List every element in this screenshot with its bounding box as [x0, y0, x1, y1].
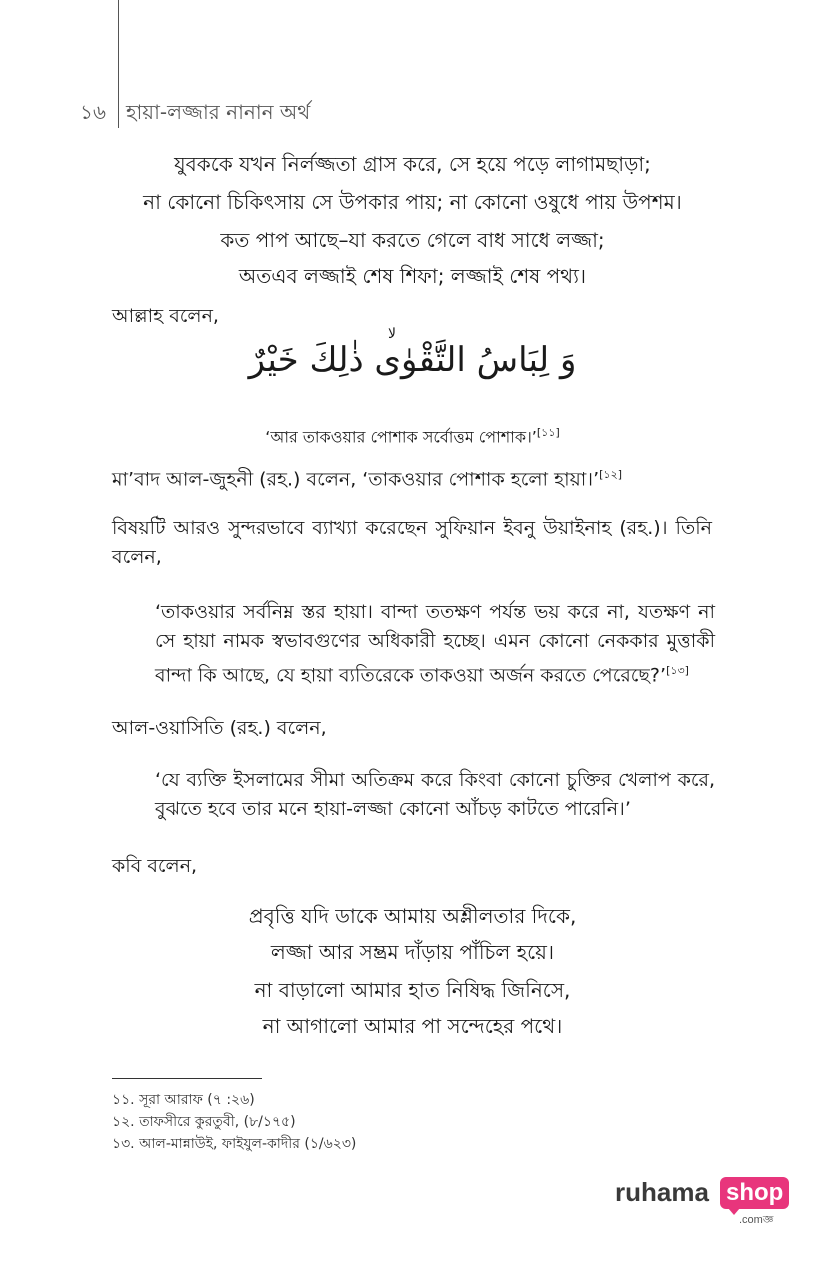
poet-intro: কবি বলেন, [112, 855, 198, 877]
mabad-paragraph [112, 460, 712, 494]
poem-1-line: যুবককে যখন নির্লজ্জতা গ্রাস করে, সে হয়ে পড়ে লাগামছাড়া; [174, 152, 651, 176]
footnote-ref: [১২] [599, 468, 623, 481]
sufyan-intro: বিষয়টি আরও সুন্দরভাবে ব্যাখ্যা করেছেন সুফিয়ান ইবনু উয়াইনাহ (রহ.)। তিনি বলেন, [112, 517, 712, 568]
allah-says: আল্লাহ বলেন, [112, 305, 219, 327]
poem-1-line: অতএব লজ্জাই শেষ শিফা; লজ্জাই শেষ পথ্য। [238, 264, 587, 288]
poem-1-line: কত পাপ আছে–যা করতে গেলে বাধ সাধে লজ্জা; [220, 228, 605, 252]
wasiti-quote: ‘যে ব্যক্তি ইসলামের সীমা অতিক্রম করে কিংবা কোনো চুক্তির খেলাপ করে, বুঝতে হবে তার মনে হায়া-লজ্জা কোনো আঁচড় কাটতে পারেনি।’ [155, 769, 715, 820]
sufyan-quote-text: ‘তাকওয়ার সর্বনিম্ন স্তর হায়া। বান্দা ততক্ষণ পর্যন্ত ভয় করে না, যতক্ষণ না সে হায়া নামক স্বভাবগুণের অধিকারী হচ্ছে। এমন কোনো নেককার মুত্তাকী বান্দা কি আছে, যে হায়া ব্যতিরেকে তাকওয়া অর্জন করতে পেরেছে?’ [155, 601, 715, 687]
logo-badge: shop [720, 1177, 789, 1209]
footnote: ১৩. আল-মান্নাউই, ফাইযুল-কাদীর (১/৬২৩) [112, 1136, 357, 1152]
poem-2-line: লজ্জা আর সম্ভ্রম দাঁড়ায় পাঁচিল হয়ে। [270, 940, 555, 964]
chapter-title: হায়া-লজ্জার নানান অর্থ [126, 100, 311, 124]
wasiti-intro: আল-ওয়াসিতি (রহ.) বলেন, [112, 717, 327, 739]
footnote-divider [112, 1078, 262, 1079]
waqf-mark: لا [388, 326, 396, 342]
logo-domain: .comজ্ঞ [739, 1214, 774, 1226]
poem-2-line: না আগালো আমার পা সন্দেহের পথে। [262, 1014, 563, 1038]
poem-1-line: না কোনো চিকিৎসায় সে উপকার পায়; না কোনো ওষুধে পায় উপশম। [143, 190, 682, 214]
poem-2-line: প্রবৃত্তি যদি ডাকে আমায় অশ্লীলতার দিকে, [248, 904, 577, 928]
footnote-ref: [১১] [536, 426, 560, 439]
footnote-ref: [১৩] [666, 664, 689, 677]
translation-text: ‘আর তাকওয়ার পোশাক সর্বোত্তম পোশাক।’ [265, 427, 537, 447]
page-number: ১৬ [80, 100, 106, 124]
arabic-verse: وَ لِبَاسُ التَّقْوٰى ذٰلِكَ خَيْرٌ [248, 340, 577, 380]
logo-word: ruhama [615, 1177, 709, 1207]
mabad-text: মা’বাদ আল-জুহনী (রহ.) বলেন, ‘তাকওয়ার পোশাক হলো হায়া।’ [112, 468, 600, 491]
verse-translation [0, 424, 825, 451]
sufyan-quote [155, 598, 715, 690]
poem-2-line: না বাড়ালো আমার হাত নিষিদ্ধ জিনিসে, [254, 978, 571, 1002]
footnote: ১১. সূরা আরাফ (৭ :২৬) [112, 1092, 255, 1108]
footnote: ১২. তাফসীরে কুরতুবী, (৮/১৭৫) [112, 1114, 296, 1130]
header-divider [118, 0, 119, 128]
